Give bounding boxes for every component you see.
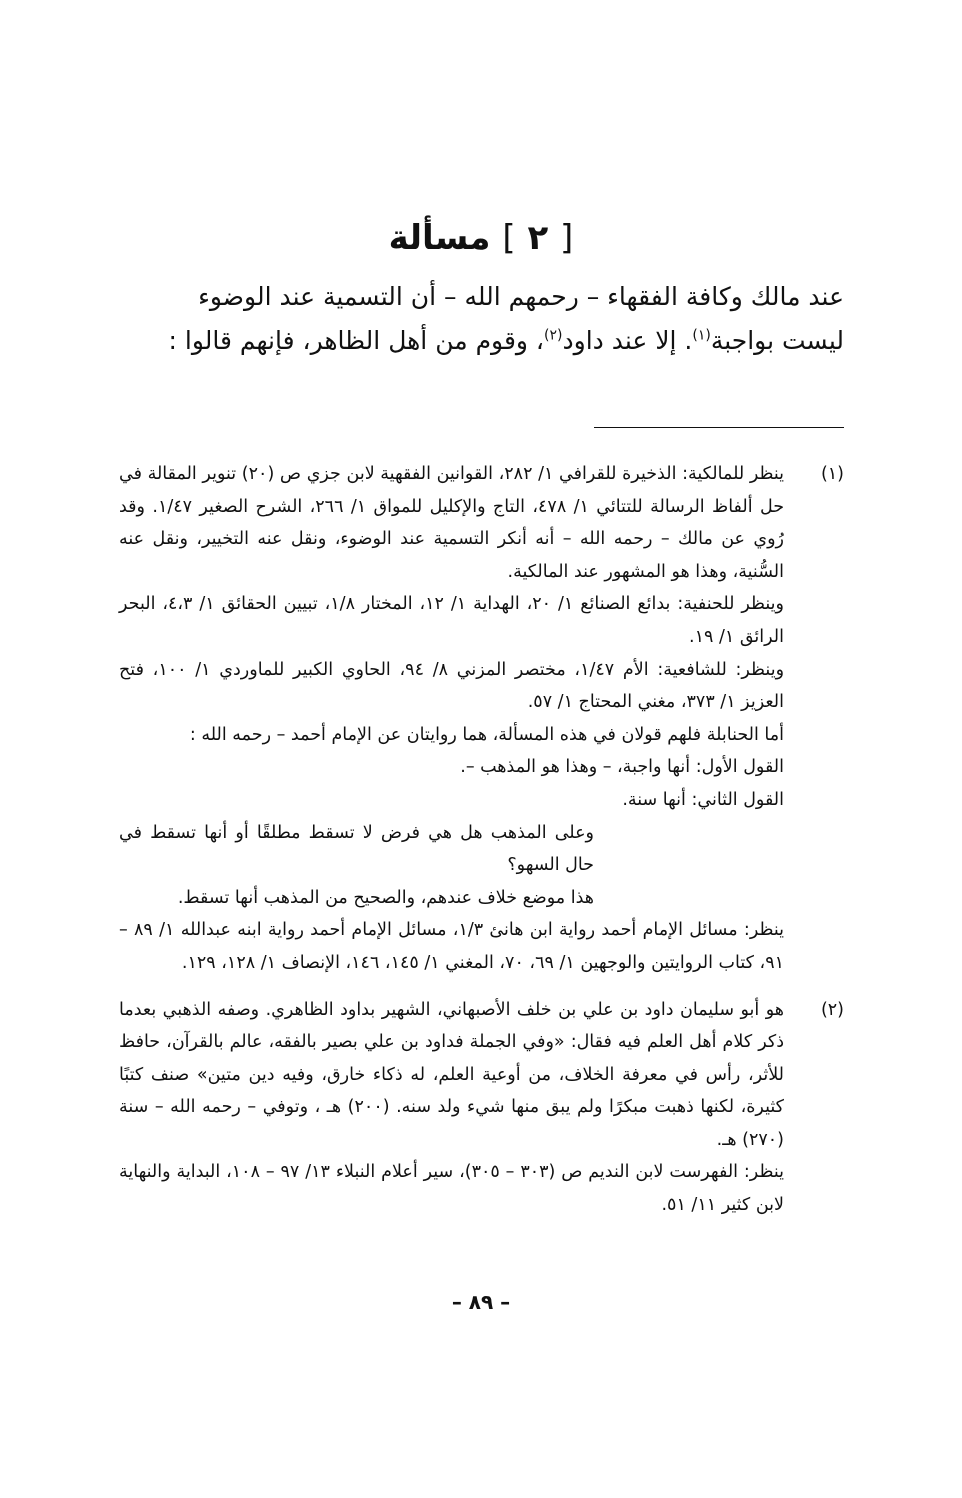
footnote-2 bbox=[119, 994, 844, 1222]
footnote-marker: (١) bbox=[820, 464, 844, 484]
main-text-line-1: عند مالك وكافة الفقهاء – رحمهم الله – أن التسمية عند الوضوء bbox=[198, 282, 844, 311]
footnote-separator bbox=[594, 427, 844, 428]
footnote-paragraph: وينظر: للشافعية: الأم ١/٤٧، مختصر المزني ٨/ ٩٤، الحاوي الكبير للماوردي ١/ ١٠٠، فتح العزيز ١/ ٣٧٣، مغني المحتاج ١/ ٥٧. bbox=[119, 659, 785, 713]
bracket-close: ] bbox=[502, 218, 516, 258]
footnote-body bbox=[119, 994, 784, 1222]
main-text-segment: . إلا عند داود bbox=[562, 326, 693, 355]
footnote-paragraph: وينظر للحنفية: بدائع الصنائع ١/ ٢٠، الهداية ١/ ١٢، المختار ١/٨، تبيين الحقائق ١/ ٤،٣، البحر الرائق ١/ ١٩. bbox=[119, 594, 784, 647]
main-text bbox=[119, 275, 844, 363]
footnote-paragraph: ينظر للمالكية: الذخيرة للقرافي ١/ ٢٨٢، القوانين الفقهية لابن جزي ص (٢٠) تنوير المقالة في حل ألفاظ الرسالة للتتائي ١/ ٤٧٨، التاج والإكليل للمواق ١/ ٢٦٦، الشرح الصغير ١/٤٧. وقد رُوي عن مالك – رحمه الله – أنه أنكر التسمية عند الوضوء، ونقل عنه التخيير، ونقل عنه السُّنية، وهذا هو المشهور عند المالكية. bbox=[119, 464, 785, 582]
footnote-ref-1[interactable]: (١) bbox=[692, 327, 711, 344]
main-text-segment: ، وقوم من أهل الظاهر، فإنهم قالوا : bbox=[168, 326, 545, 355]
footnote-paragraph: ينظر: مسائل الإمام أحمد رواية ابن هانئ ١/٣، مسائل الإمام أحمد رواية ابنه عبدالله ١/ ٨٩ – ٩١، كتاب الروايتين والوجهين ١/ ٦٩، ٧٠، المغني ١/ ١٤٥، ١٤٦، الإنصاف ١/ ١٢٨، ١٢٩. bbox=[119, 920, 784, 973]
page-number: – ٨٩ – bbox=[451, 1290, 511, 1314]
footnote-ref-2[interactable]: (٢) bbox=[544, 327, 563, 344]
footnote-1 bbox=[119, 458, 844, 980]
footnote-body bbox=[119, 458, 784, 980]
heading-number: ٢ bbox=[527, 218, 549, 258]
section-heading bbox=[0, 212, 962, 264]
footnote-marker: (٢) bbox=[820, 999, 844, 1020]
footnote-paragraph-indented: وعلى المذهب هل هي فرض لا تسقط مطلقًا أو أنها تسقط في حال السهو؟ bbox=[119, 822, 594, 876]
footnote-paragraph: القول الثاني: أنها سنة. bbox=[622, 789, 784, 810]
heading-word: مسألة bbox=[388, 218, 491, 258]
main-text-segment: ليست بواجبة bbox=[710, 326, 844, 355]
main-text-line-2 bbox=[119, 319, 844, 363]
bracket-open: [ bbox=[560, 218, 574, 258]
footnote-paragraph: هو أبو سليمان داود بن علي بن خلف الأصبهاني، الشهير بداود الظاهري. وصفه الذهبي بعدما ذكر كلام أهل العلم فيه فقال: «وفي الجملة فداود بن علي بصير بالفقه، عالم بالقرآن، حافظ للأثر، رأس في معرفة الخلاف، من أوعية العلم، له ذكاء خارق، وفيه دين متين» صنف كتبًا كثيرة، لكنها ذهبت مبكرًا ولم يبق منها شيء ولد سنه. (٢٠٠) هـ ، وتوفي – رحمه الله – سنة (٢٧٠) هـ. bbox=[119, 999, 784, 1150]
footnote-paragraph: أما الحنابلة فلهم قولان في هذه المسألة، هما روايتان عن الإمام أحمد – رحمه الله : bbox=[189, 724, 784, 745]
footnotes bbox=[119, 458, 844, 1236]
footnote-paragraph-indented: هذا موضع خلاف عندهم، والصحيح من المذهب أنها تسقط. bbox=[177, 887, 594, 908]
footnote-paragraph: القول الأول: أنها واجبة، – وهذا هو المذهب –. bbox=[460, 757, 784, 778]
footnote-paragraph: ينظر: الفهرست لابن النديم ص (٣٠٣ – ٣٠٥)، سير أعلام النبلاء ١٣/ ٩٧ – ١٠٨، البداية والنهاية لابن كثير ١١/ ٥١. bbox=[119, 1162, 784, 1216]
